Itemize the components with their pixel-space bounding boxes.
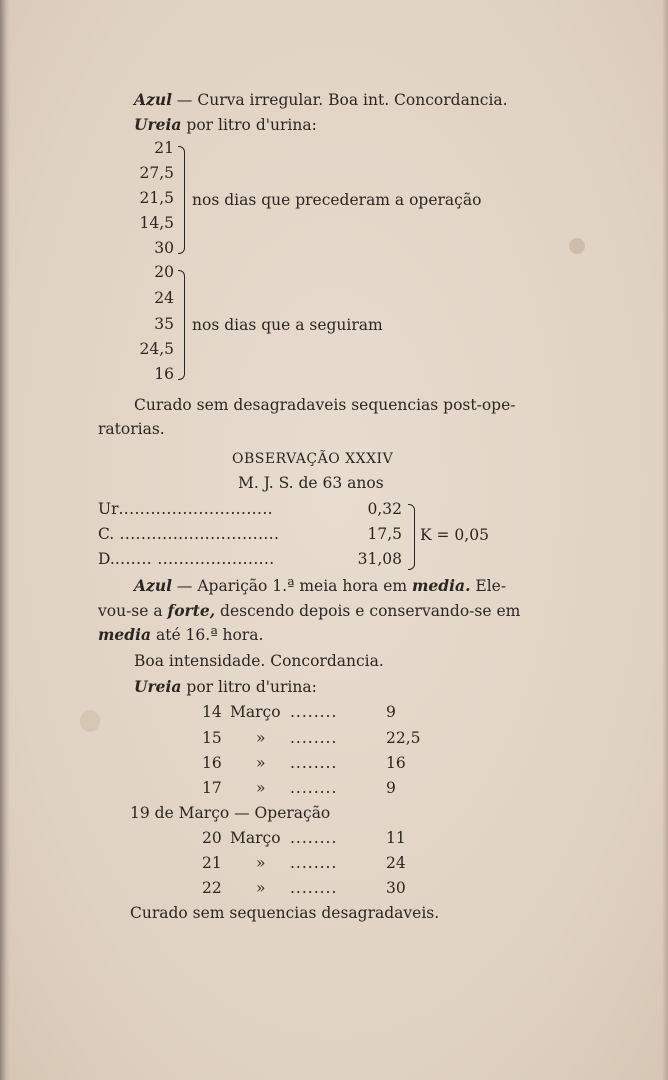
row-day: 21 <box>202 854 222 872</box>
ureia-text: por litro d'urina: <box>181 678 317 696</box>
measure-dots: .............................. <box>114 525 280 543</box>
row-value: 9 <box>386 779 396 797</box>
after-value: 24,5 <box>139 340 174 358</box>
row-month: » <box>256 779 266 797</box>
row-day: 22 <box>202 879 222 897</box>
row-value: 9 <box>386 703 396 721</box>
azul2-line-3 <box>98 627 263 644</box>
measure-value: 31,08 <box>357 550 402 568</box>
azul2-line-1 <box>134 578 506 595</box>
measure-value: 17,5 <box>367 525 402 543</box>
measure-name: Ur <box>98 500 119 518</box>
paper-stain <box>80 710 100 732</box>
row-day: 16 <box>202 754 222 772</box>
row-dots: ........ <box>290 829 338 847</box>
measure-value: 0,32 <box>367 500 402 518</box>
row-month: » <box>256 854 266 872</box>
measure-name: C. <box>98 525 115 543</box>
azul-label: Azul <box>134 90 172 109</box>
ureia-label: Ureia <box>134 115 182 134</box>
row-month: » <box>256 754 266 772</box>
azul-text: — Curva irregular. Boa int. Concordancia. <box>172 91 508 109</box>
observation-subject: M. J. S. de 63 anos <box>238 474 384 492</box>
measure-label <box>98 502 273 518</box>
row-day: 20 <box>202 829 222 847</box>
row-day: 15 <box>202 729 222 747</box>
measure-dots: ....... ...................... <box>114 550 275 568</box>
row-dots: ........ <box>290 779 338 797</box>
row-value: 11 <box>386 829 406 847</box>
azul-emph: forte, <box>167 601 216 620</box>
date-row <box>202 756 337 772</box>
paper-stain <box>569 238 585 254</box>
observation-title: OBSERVAÇÃO XXXIV <box>232 451 394 467</box>
after-brace <box>178 270 185 380</box>
row-month: » <box>256 729 266 747</box>
before-value: 21,5 <box>139 189 174 207</box>
measure-name: D. <box>98 550 115 568</box>
curado-line-2: ratorias. <box>98 420 165 438</box>
measure-label <box>98 527 279 543</box>
before-brace <box>178 146 185 254</box>
azul-text: Ele- <box>470 577 507 595</box>
row-month: Março <box>230 703 281 721</box>
measure-label <box>98 552 275 568</box>
boa-line: Boa intensidade. Concordancia. <box>134 652 384 670</box>
row-day: 14 <box>202 703 222 721</box>
before-value: 14,5 <box>139 214 174 232</box>
operation-line: 19 de Março — Operação <box>130 804 331 822</box>
before-label: nos dias que precederam a operação <box>192 191 482 209</box>
ureia-line-1 <box>134 117 317 134</box>
ureia-text: por litro d'urina: <box>181 116 317 134</box>
after-label: nos dias que a seguiram <box>192 316 383 334</box>
k-value: K = 0,05 <box>420 526 489 544</box>
curado-line-1: Curado sem desagradaveis sequencias post-ope- <box>134 396 516 414</box>
date-row <box>202 705 337 721</box>
azul2-line-2 <box>98 603 520 620</box>
row-dots: ........ <box>290 729 338 747</box>
azul-emph: media. <box>412 576 471 595</box>
row-dots: ........ <box>290 754 338 772</box>
row-day: 17 <box>202 779 222 797</box>
row-value: 24 <box>386 854 406 872</box>
date-row <box>202 881 337 897</box>
azul-text: até 16.ª hora. <box>151 626 264 644</box>
after-value: 20 <box>154 263 174 281</box>
date-row <box>202 731 337 747</box>
date-row <box>202 781 337 797</box>
after-value: 24 <box>154 289 174 307</box>
azul-label: Azul <box>134 576 172 595</box>
azul-text: — Aparição 1.ª meia hora em <box>172 577 413 595</box>
row-value: 22,5 <box>386 729 421 747</box>
row-dots: ........ <box>290 879 338 897</box>
date-row <box>202 856 337 872</box>
azul-text: descendo depois e conservando-se em <box>215 602 521 620</box>
ureia-label: Ureia <box>134 677 182 696</box>
row-dots: ........ <box>290 703 338 721</box>
curado-final: Curado sem sequencias desagradaveis. <box>130 904 440 922</box>
measures-brace <box>408 504 415 570</box>
row-month: » <box>256 879 266 897</box>
before-value: 30 <box>154 239 174 257</box>
ureia-line-2 <box>134 679 317 696</box>
date-row <box>202 831 337 847</box>
row-value: 30 <box>386 879 406 897</box>
azul-text: vou-se a <box>98 602 168 620</box>
page-edge <box>662 0 668 1080</box>
after-value: 16 <box>154 365 174 383</box>
measure-dots: ............................. <box>118 500 273 518</box>
row-value: 16 <box>386 754 406 772</box>
page-gutter <box>0 0 10 1080</box>
before-value: 27,5 <box>139 164 174 182</box>
row-dots: ........ <box>290 854 338 872</box>
azul-line-1 <box>134 92 508 109</box>
row-month: Março <box>230 829 281 847</box>
before-value: 21 <box>154 139 174 157</box>
after-value: 35 <box>154 315 174 333</box>
azul-emph: media <box>98 625 152 644</box>
